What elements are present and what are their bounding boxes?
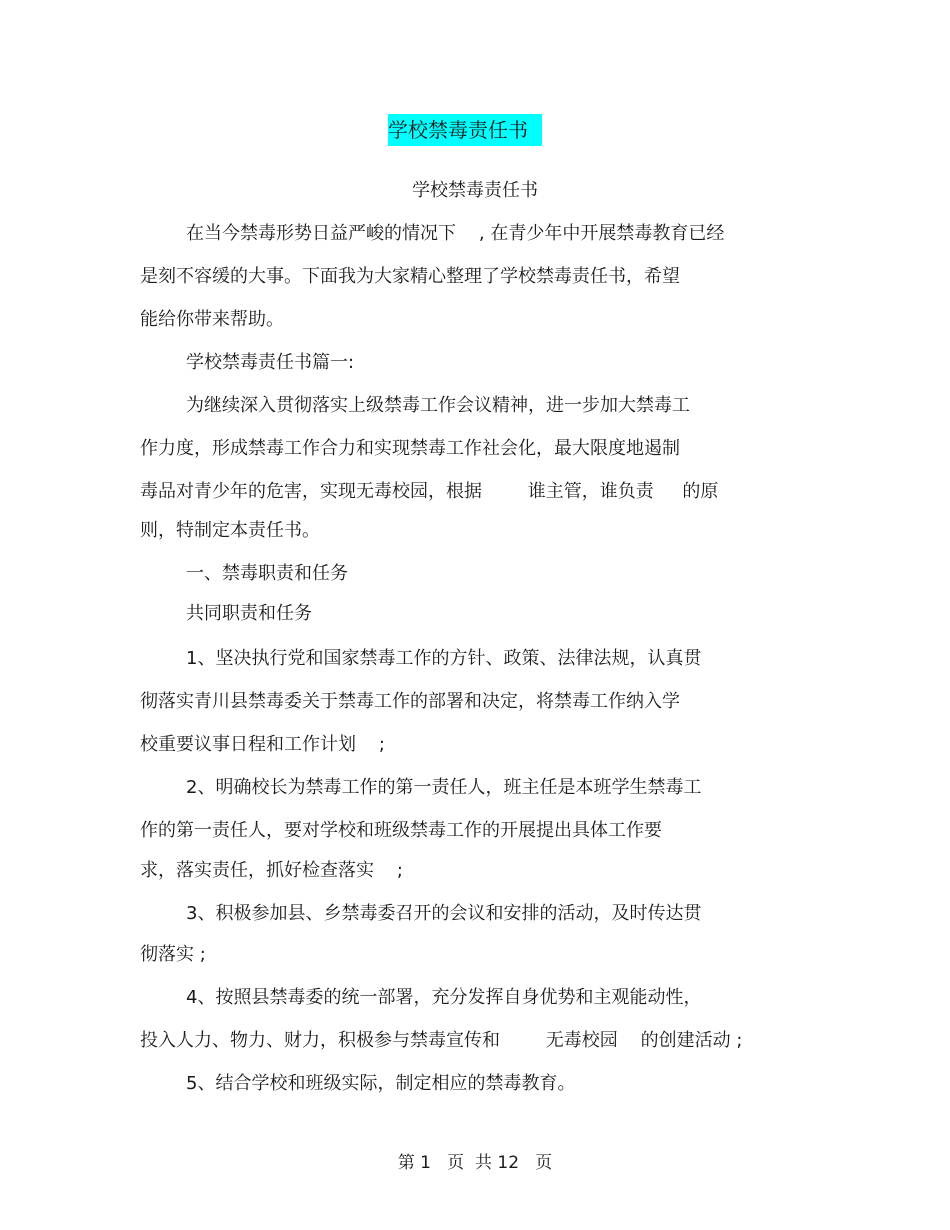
page-footer: 第 1 页 共 12 页 xyxy=(397,1153,553,1173)
list-item-line: 3、积极参加县、乡禁毒委召开的会议和安排的活动，及时传达贯 xyxy=(186,903,702,924)
paragraph-line: 作力度，形成禁毒工作合力和实现禁毒工作社会化，最大限度地遏制 xyxy=(140,438,680,459)
document-subtitle: 学校禁毒责任书 xyxy=(412,180,538,201)
section-heading: 学校禁毒责任书篇一: xyxy=(186,352,355,373)
paragraph-line: 能给你带来帮助。 xyxy=(140,309,284,330)
list-item-line: 彻落实青川县禁毒委关于禁毒工作的部署和决定，将禁毒工作纳入学 xyxy=(140,691,680,712)
list-item-line: 校重要议事日程和工作计划 ; xyxy=(140,734,385,755)
document-title: 学校禁毒责任书 xyxy=(388,114,542,146)
paragraph-line: 则，特制定本责任书。 xyxy=(140,520,320,541)
section-heading: 共同职责和任务 xyxy=(186,603,312,624)
paragraph-line: 是刻不容缓的大事。下面我为大家精心整理了学校禁毒责任书，希望 xyxy=(140,266,680,287)
list-item-line: 求，落实责任，抓好检查落实 ; xyxy=(140,860,403,881)
paragraph-line: 毒品对青少年的危害，实现无毒校园，根据 谁主管，谁负责 的原 xyxy=(140,481,719,502)
list-item-line: 4、按照县禁毒委的统一部署，充分发挥自身优势和主观能动性， xyxy=(186,987,702,1008)
list-item-line: 5、结合学校和班级实际，制定相应的禁毒教育。 xyxy=(186,1073,576,1094)
list-item-line: 2、明确校长为禁毒工作的第一责任人，班主任是本班学生禁毒工 xyxy=(186,777,702,798)
paragraph-line: 在当今禁毒形势日益严峻的情况下 , 在青少年中开展禁毒教育已经 xyxy=(186,223,725,244)
paragraph-line: 为继续深入贯彻落实上级禁毒工作会议精神，进一步加大禁毒工 xyxy=(186,395,690,416)
list-item-line: 投入人力、物力、财力，积极参与禁毒宣传和 无毒校园 的创建活动 ; xyxy=(140,1030,743,1051)
section-heading: 一、禁毒职责和任务 xyxy=(186,563,348,584)
list-item-line: 作的第一责任人，要对学校和班级禁毒工作的开展提出具体工作要 xyxy=(140,820,662,841)
list-item-line: 彻落实 ; xyxy=(140,944,206,965)
list-item-line: 1、坚决执行党和国家禁毒工作的方针、政策、法律法规，认真贯 xyxy=(186,648,702,669)
